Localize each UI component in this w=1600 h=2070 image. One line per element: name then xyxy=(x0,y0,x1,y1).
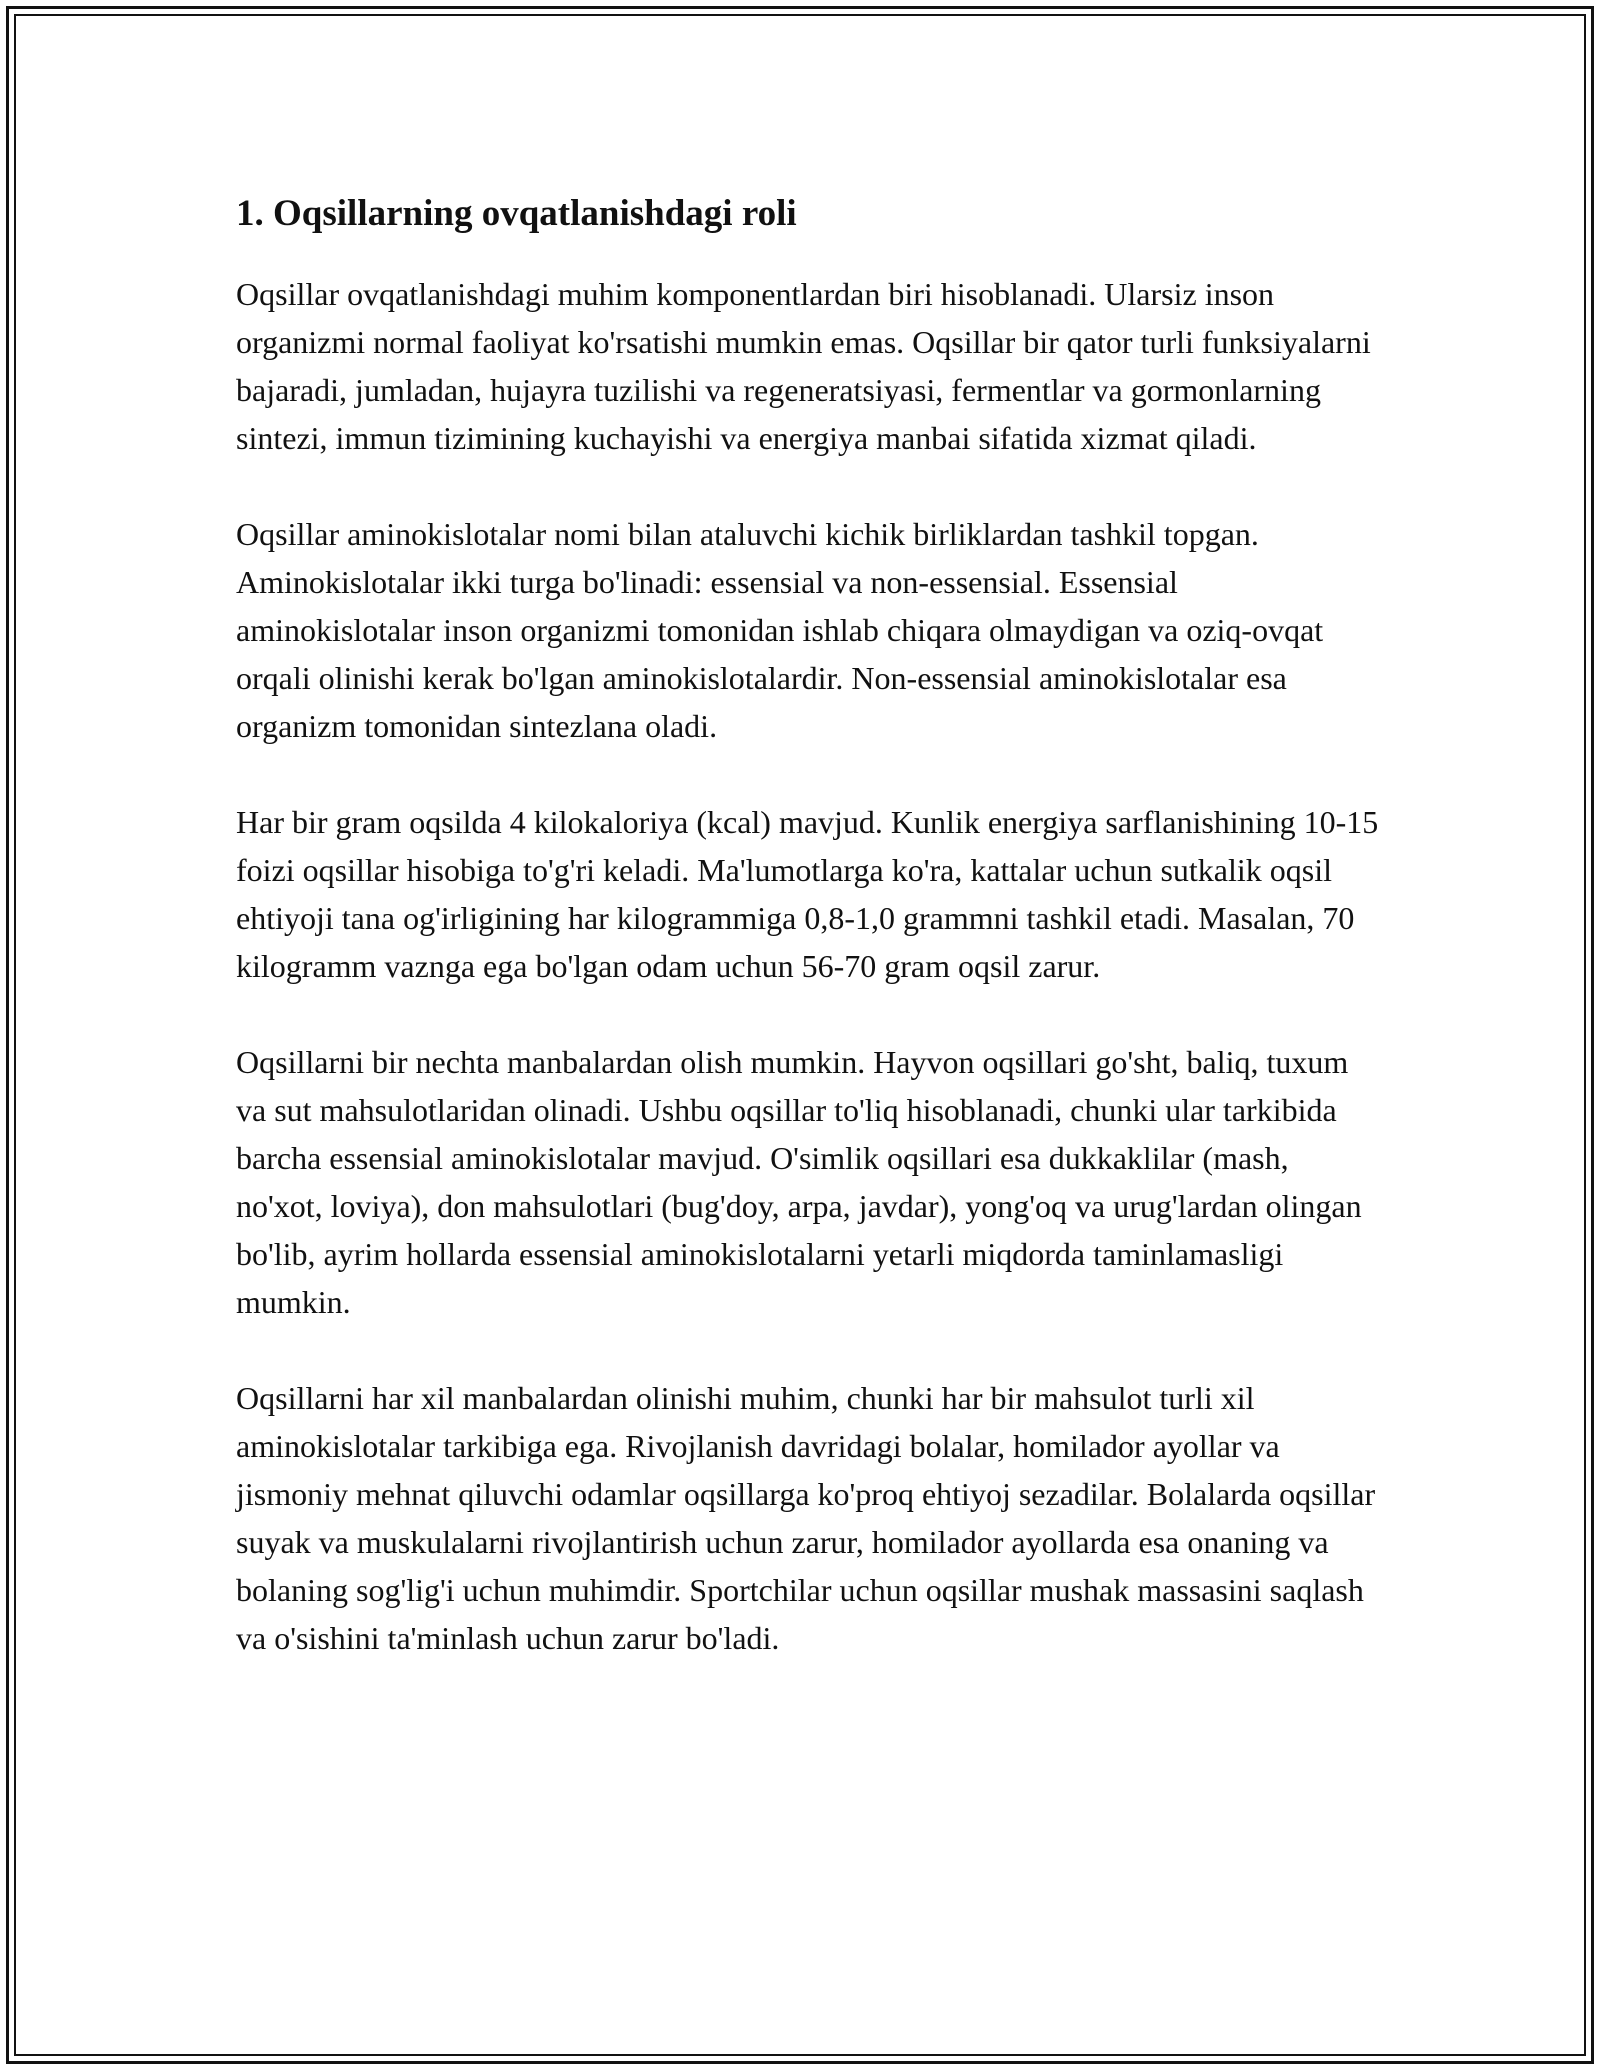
paragraph-4: Oqsillarni bir nechta manbalardan olish mumkin. Hayvon oqsillari go'sht, baliq, tuxum va sut mahsulotlaridan olinadi. Ushbu oqsillar to'liq hisoblanadi, chunki ular tarkibida barcha essensial aminokislotalar mavjud. O'simlik oqsillari esa dukkaklilar (mash, no'xot, loviya), don mahsulotlari (bug'doy, arpa, javdar), yong'oq va urug'lardan olingan bo'lib, ayrim hollarda essensial aminokislotalarni yetarli miqdorda taminlamasligi mumkin. xyxy=(236,1044,1362,1320)
paragraph-5: Oqsillarni har xil manbalardan olinishi muhim, chunki har bir mahsulot turli xil aminokislotalar tarkibiga ega. Rivojlanish davridagi bolalar, homilador ayollar va jismoniy mehnat qiluvchi odamlar oqsillarga ko'proq ehtiyoj sezadilar. Bolalarda oqsillar suyak va muskulalarni rivojlantirish uchun zarur, homilador ayollarda esa onaning va bolaning sog'lig'i uchun muhimdir. Sportchilar uchun oqsillar mushak massasini saqlash va o'sishini ta'minlash uchun zarur bo'ladi. xyxy=(236,1380,1376,1656)
section-heading: 1. Oqsillarning ovqatlanishdagi roli xyxy=(236,193,797,234)
document-body xyxy=(236,186,1381,1710)
paragraph-3: Har bir gram oqsilda 4 kilokaloriya (kcal) mavjud. Kunlik energiya sarflanishining 10-15 foizi oqsillar hisobiga to'g'ri keladi. Ma'lumotlarga ko'ra, kattalar uchun sutkalik oqsil ehtiyoji tana og'irligining har kilogrammiga 0,8-1,0 grammni tashkil etadi. Masalan, 70 kilogramm vaznga ega bo'lgan odam uchun 56-70 gram oqsil zarur. xyxy=(236,804,1379,984)
paragraph-2: Oqsillar aminokislotalar nomi bilan ataluvchi kichik birliklardan tashkil topgan. Aminokislotalar ikki turga bo'linadi: essensial va non-essensial. Essensial aminokislotalar inson organizmi tomonidan ishlab chiqara olmaydigan va oziq-ovqat orqali olinishi kerak bo'lgan aminokislotalardir. Non-essensial aminokislotalar esa organizm tomonidan sintezlana oladi. xyxy=(236,516,1324,744)
paragraph-1: Oqsillar ovqatlanishdagi muhim komponentlardan biri hisoblanadi. Ularsiz inson organizmi normal faoliyat ko'rsatishi mumkin emas. Oqsillar bir qator turli funksiyalarni bajaradi, jumladan, hujayra tuzilishi va regeneratsiyasi, fermentlar va gormonlarning sintezi, immun tizimining kuchayishi va energiya manbai sifatida xizmat qiladi. xyxy=(236,276,1371,456)
